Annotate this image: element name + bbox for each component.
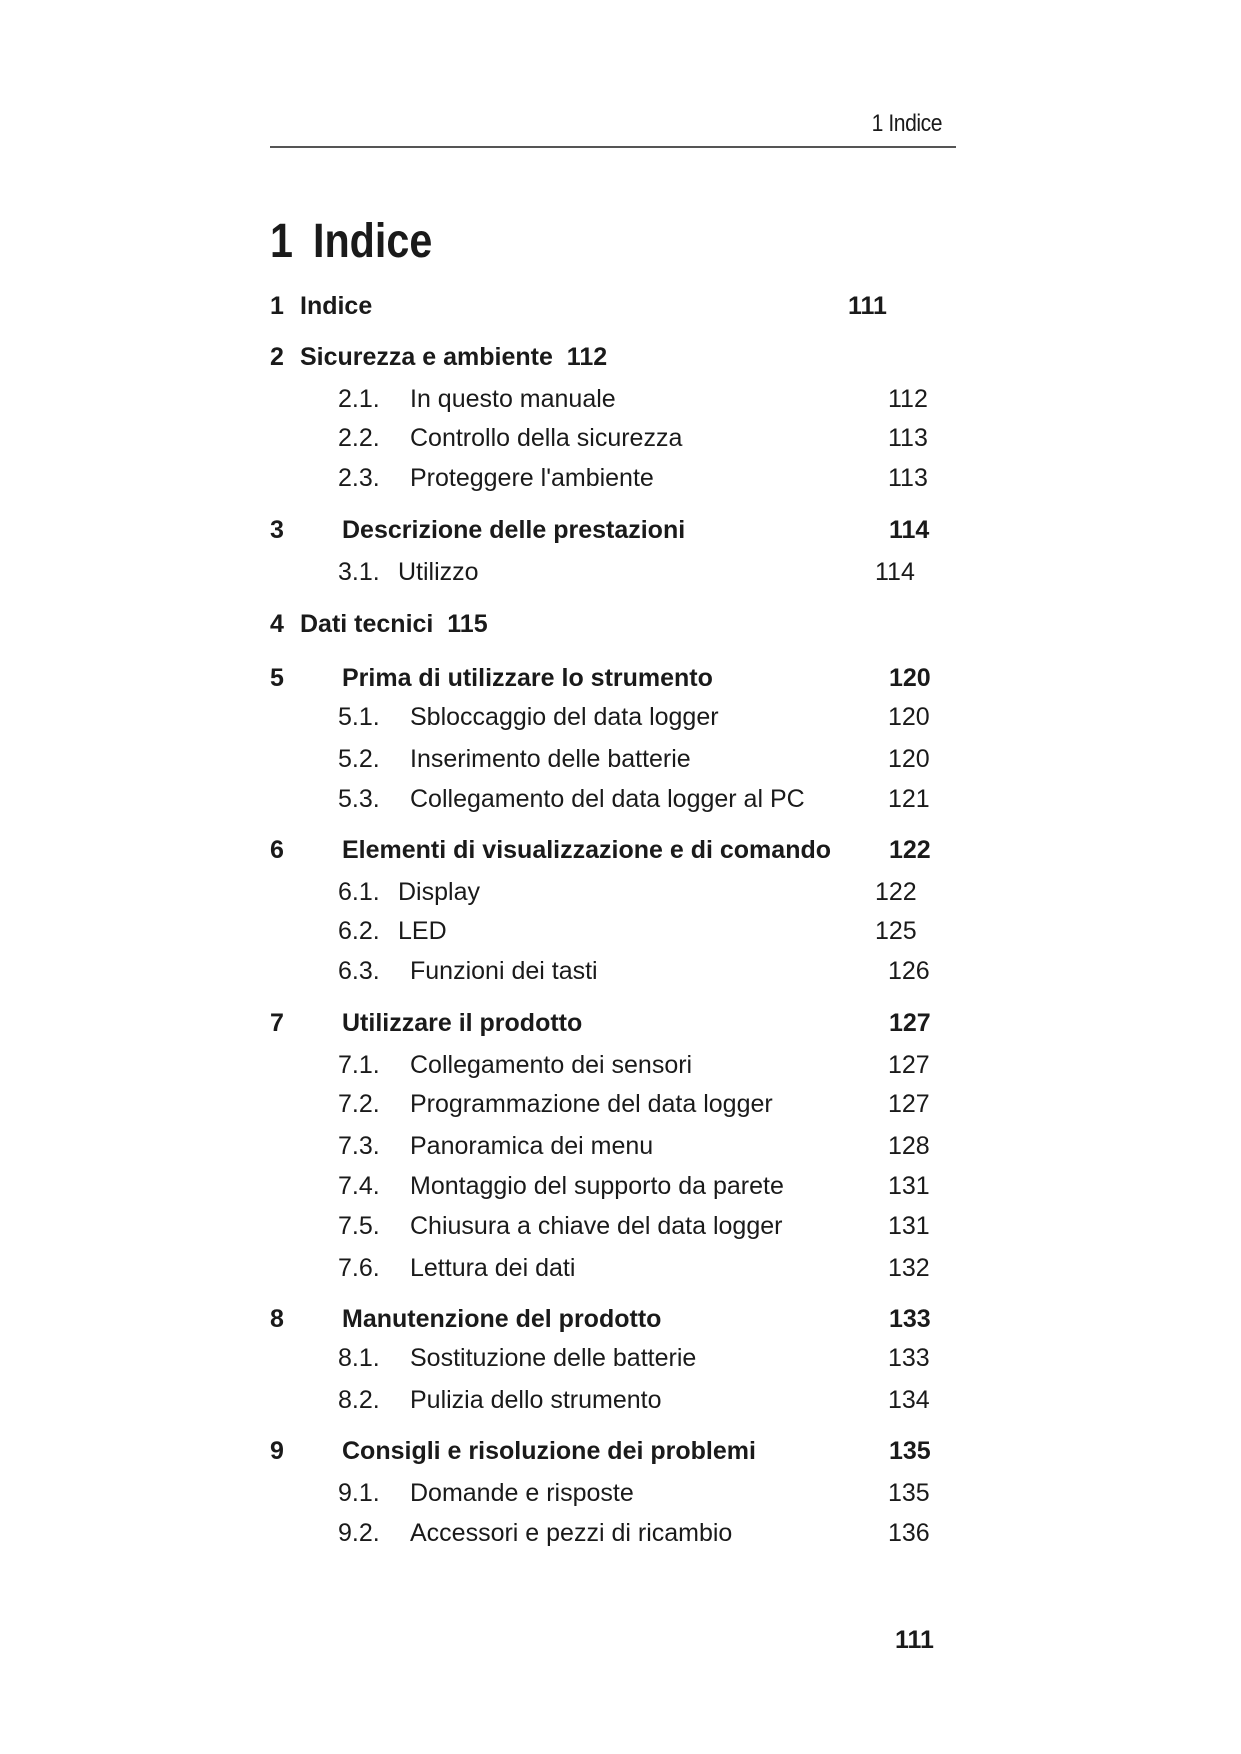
toc-section-page: 114	[889, 516, 930, 544]
toc-item-number: 5.1.	[338, 703, 380, 731]
toc-section-number: 7	[270, 1009, 284, 1037]
toc-item-page: 126	[888, 957, 930, 985]
toc-item-title: Controllo della sicurezza	[410, 424, 683, 452]
toc-item-page: 125	[875, 917, 917, 945]
toc-item-page: 122	[875, 878, 917, 906]
toc-item-number: 8.2.	[338, 1386, 380, 1414]
toc-section-title: Elementi di visualizzazione e di comando	[342, 836, 832, 864]
toc-item-number: 9.1.	[338, 1479, 380, 1507]
toc-section-number: 9	[270, 1437, 284, 1465]
toc-item-page: 134	[888, 1386, 930, 1414]
toc-item-number: 2.1.	[338, 385, 380, 413]
toc-section-title: Prima di utilizzare lo strumento	[342, 664, 713, 692]
toc-item-title: Accessori e pezzi di ricambio	[410, 1519, 733, 1547]
toc-item-number: 5.2.	[338, 745, 380, 773]
toc-item-page: 113	[888, 424, 928, 452]
toc-item-page: 121	[888, 785, 930, 813]
toc-item-number: 7.3.	[338, 1132, 380, 1160]
toc-item-page: 135	[888, 1479, 930, 1507]
toc-item-number: 8.1.	[338, 1344, 380, 1372]
toc-section-page: 115	[447, 610, 488, 638]
page-title	[270, 214, 432, 269]
toc-item-page: 113	[888, 464, 928, 492]
toc-item-number: 3.1.	[338, 558, 380, 586]
toc-item-title: Funzioni dei tasti	[410, 957, 598, 985]
toc-item-page: 133	[888, 1344, 930, 1372]
running-header-title: 1 Indice	[871, 110, 942, 137]
toc-item-number: 9.2.	[338, 1519, 380, 1547]
toc-item-title: Pulizia dello strumento	[410, 1386, 662, 1414]
toc-section-number: 2	[270, 343, 284, 371]
toc-item-title: Proteggere l'ambiente	[410, 464, 654, 492]
toc-item-title: Chiusura a chiave del data logger	[410, 1212, 783, 1240]
running-header	[270, 106, 956, 148]
toc-item-number: 2.3.	[338, 464, 380, 492]
toc-item-title: LED	[398, 917, 447, 945]
toc-item-title: Collegamento dei sensori	[410, 1051, 693, 1079]
toc-item-page: 120	[888, 745, 930, 773]
toc-item-page: 136	[888, 1519, 930, 1547]
toc-item-title: Inserimento delle batterie	[410, 745, 691, 773]
toc-item-title: In questo manuale	[410, 385, 616, 413]
toc-section-page: 135	[889, 1437, 931, 1465]
toc-item-title: Lettura dei dati	[410, 1254, 576, 1282]
toc-section-number: 1	[270, 292, 284, 320]
toc-section-number: 8	[270, 1305, 284, 1333]
toc-section-page: 111	[848, 292, 887, 320]
toc-item-title: Sbloccaggio del data logger	[410, 703, 719, 731]
toc-section-title: Manutenzione del prodotto	[342, 1305, 662, 1333]
toc-item-page: 114	[875, 558, 915, 586]
toc-item-page: 120	[888, 703, 930, 731]
toc-section-page: 120	[889, 664, 931, 692]
toc-section-number: 3	[270, 516, 284, 544]
toc-item-page: 112	[888, 385, 928, 413]
toc-section-title: Utilizzare il prodotto	[342, 1009, 583, 1037]
page-title-text: Indice	[313, 215, 433, 268]
toc-item-number: 5.3.	[338, 785, 380, 813]
toc-item-number: 6.3.	[338, 957, 380, 985]
toc-section-title: Indice	[300, 292, 373, 320]
toc-item-page: 131	[888, 1172, 930, 1200]
toc-section-title-with-page	[300, 343, 607, 372]
toc-section-page: 127	[889, 1009, 931, 1037]
toc-item-title: Programmazione del data logger	[410, 1090, 773, 1118]
toc-section-title: Consigli e risoluzione dei problemi	[342, 1437, 756, 1465]
toc-section-page: 133	[889, 1305, 931, 1333]
toc-item-title: Collegamento del data logger al PC	[410, 785, 805, 813]
toc-item-title: Panoramica dei menu	[410, 1132, 654, 1160]
toc-section-page: 122	[889, 836, 931, 864]
toc-section-number: 6	[270, 836, 284, 864]
toc-section-number: 5	[270, 664, 284, 692]
toc-item-title: Display	[398, 878, 480, 906]
toc-section-number: 4	[270, 610, 284, 638]
toc-item-title: Sostituzione delle batterie	[410, 1344, 697, 1372]
toc-item-page: 132	[888, 1254, 930, 1282]
toc-item-number: 6.2.	[338, 917, 380, 945]
toc-section-title-with-page	[300, 610, 488, 639]
toc-item-number: 7.2.	[338, 1090, 380, 1118]
toc-item-page: 127	[888, 1051, 930, 1079]
toc-section-title: Dati tecnici	[300, 610, 434, 638]
toc-item-number: 2.2.	[338, 424, 380, 452]
toc-item-page: 127	[888, 1090, 930, 1118]
toc-item-title: Domande e risposte	[410, 1479, 634, 1507]
toc-item-number: 7.4.	[338, 1172, 380, 1200]
page-number: 111	[895, 1626, 934, 1654]
toc-item-title: Montaggio del supporto da parete	[410, 1172, 784, 1200]
toc-item-page: 131	[888, 1212, 930, 1240]
page-title-number: 1	[270, 215, 293, 268]
toc-item-number: 7.5.	[338, 1212, 380, 1240]
toc-section-title: Descrizione delle prestazioni	[342, 516, 686, 544]
toc-section-title: Sicurezza e ambiente	[300, 343, 553, 371]
toc-item-title: Utilizzo	[398, 558, 479, 586]
toc-item-page: 128	[888, 1132, 930, 1160]
toc-item-number: 7.6.	[338, 1254, 380, 1282]
toc-item-number: 7.1.	[338, 1051, 380, 1079]
toc-section-page: 112	[566, 343, 608, 371]
toc-item-number: 6.1.	[338, 878, 380, 906]
